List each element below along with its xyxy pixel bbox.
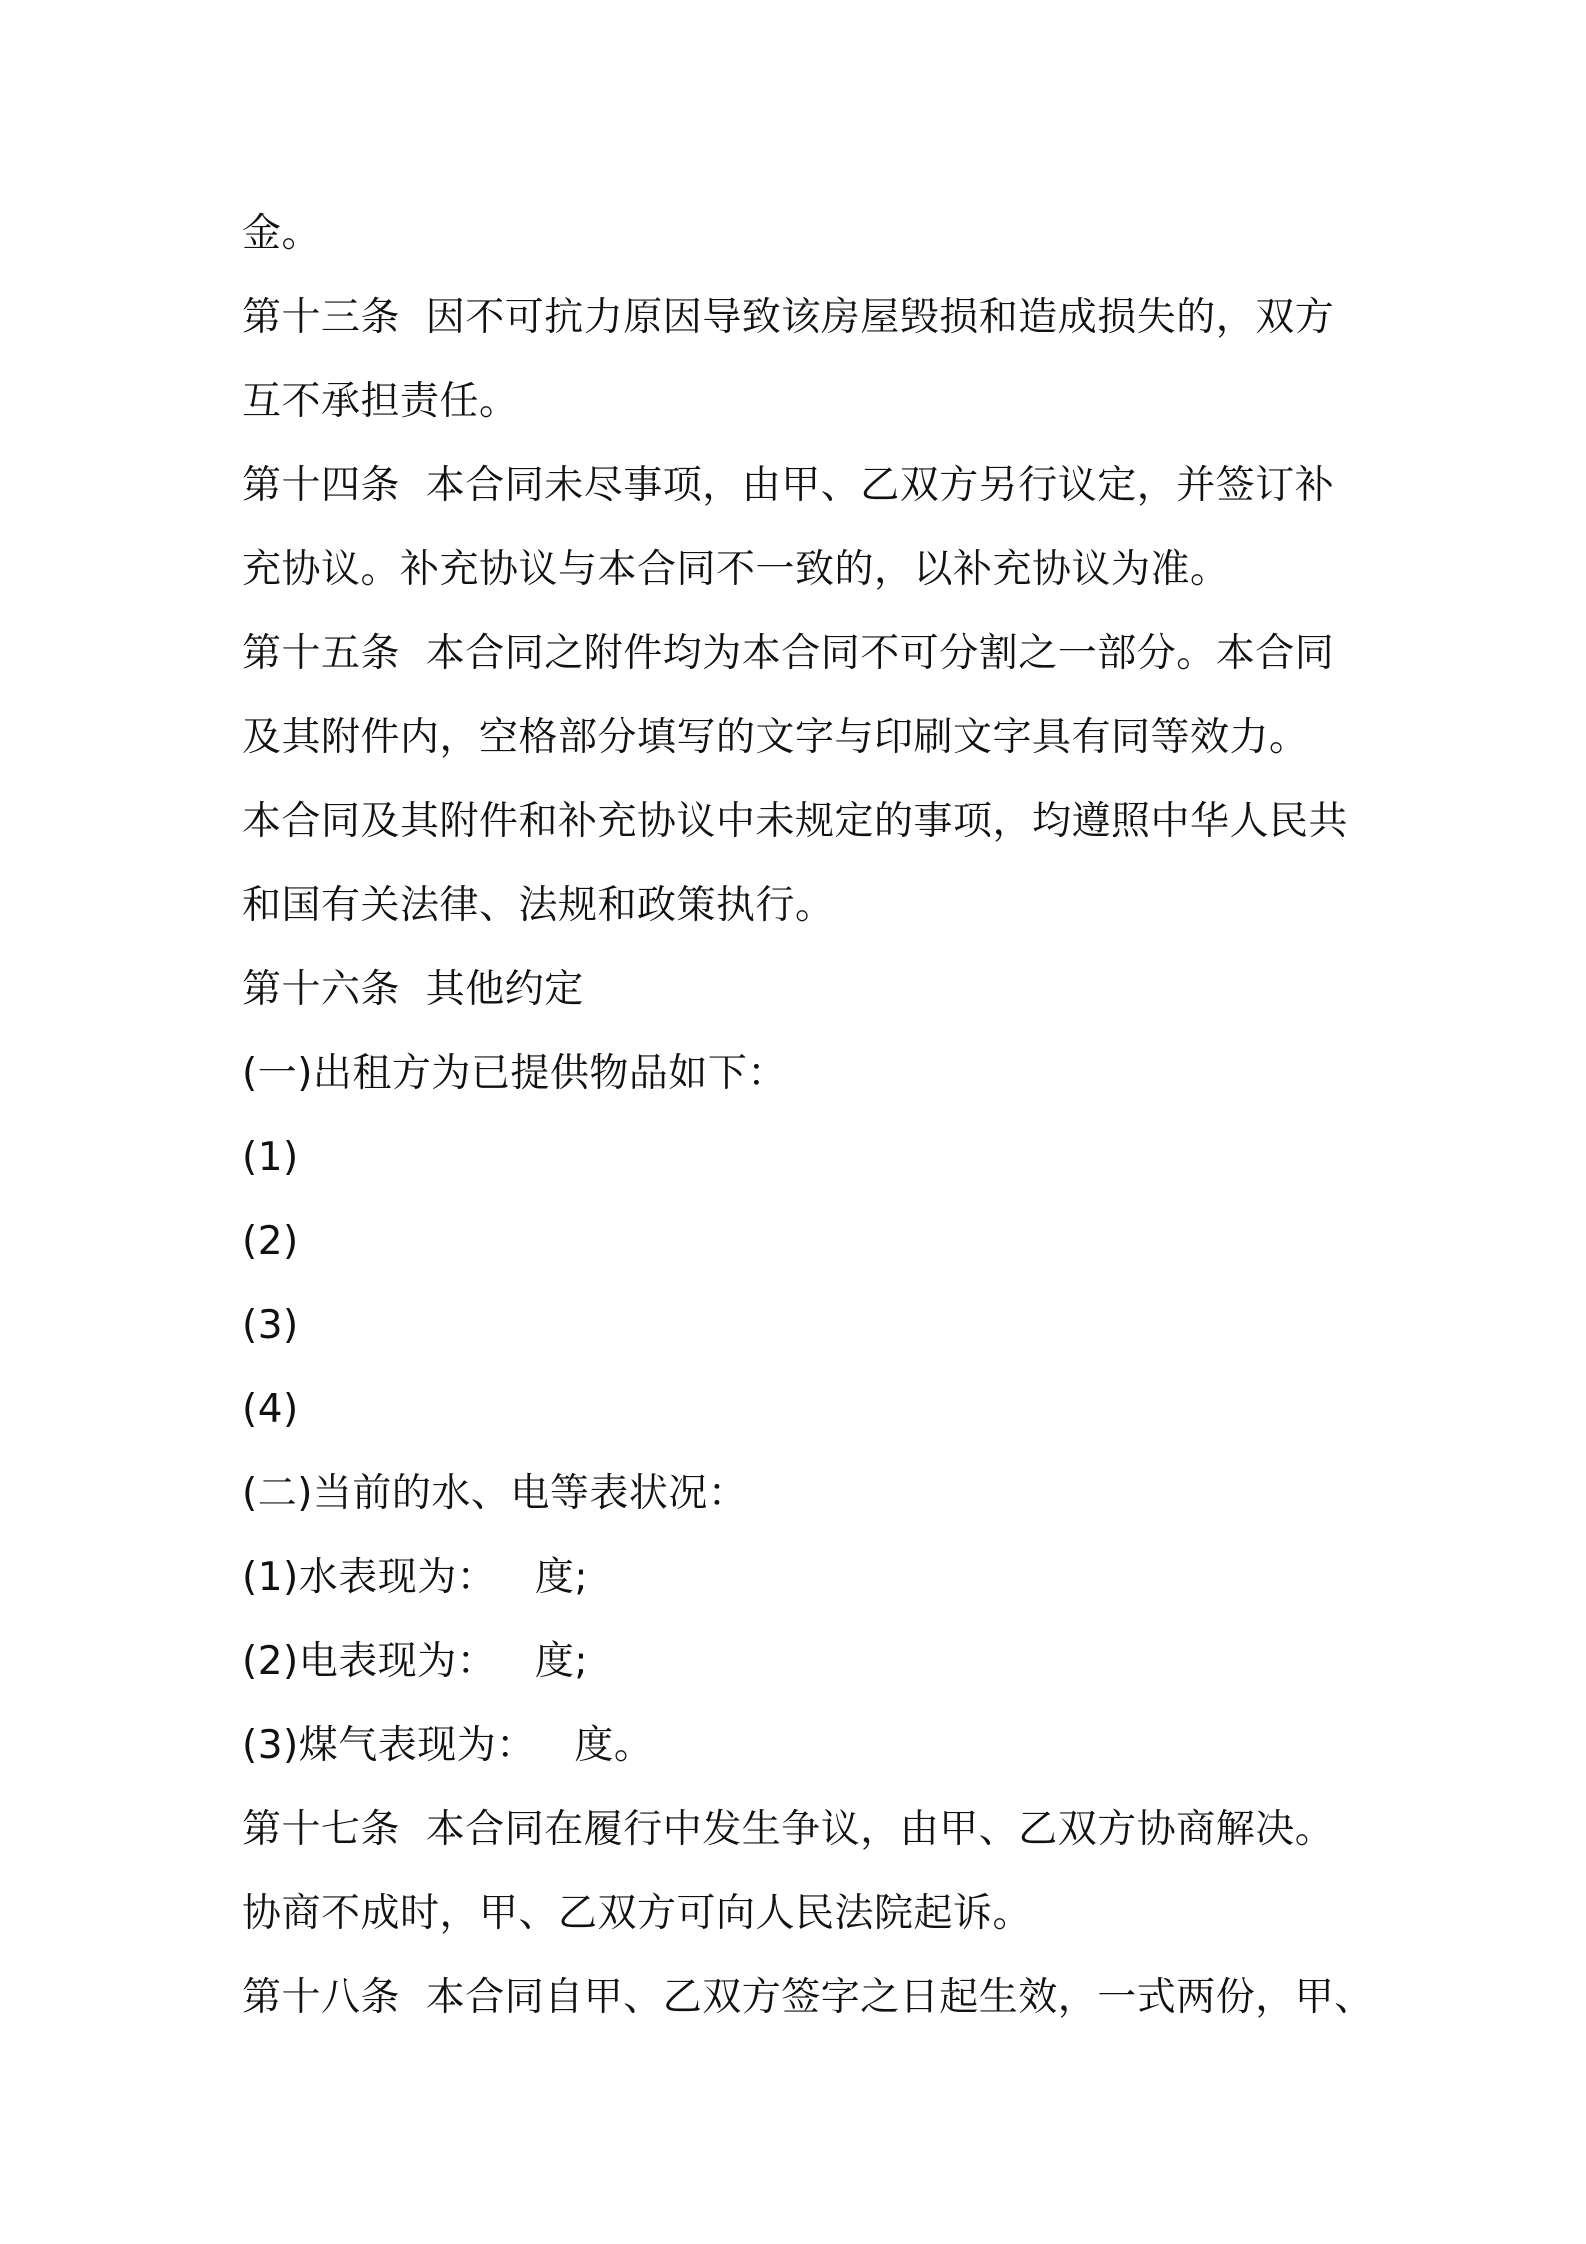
article-15-line-1: 第十五条 本合同之附件均为本合同不可分割之一部分。本合同 <box>242 631 1335 676</box>
article-15-line-2: 及其附件内，空格部分填写的文字与印刷文字具有同等效力。 <box>242 715 1309 760</box>
provided-item-1: (1) <box>242 1135 299 1180</box>
article-13-line-1: 第十三条 因不可抗力原因导致该房屋毁损和造成损失的，双方 <box>242 295 1335 340</box>
article-13-line-2: 互不承担责任。 <box>242 379 519 424</box>
provided-item-2: (2) <box>242 1219 299 1264</box>
gas-meter-line: (3)煤气表现为： 度。 <box>242 1723 654 1768</box>
article-14-line-1: 第十四条 本合同未尽事项，由甲、乙双方另行议定，并签订补 <box>242 463 1335 508</box>
contract-text <box>242 192 1374 2040</box>
article-17-line-1: 第十七条 本合同在履行中发生争议，由甲、乙双方协商解决。 <box>242 1807 1335 1852</box>
article-17-line-2: 协商不成时，甲、乙双方可向人民法院起诉。 <box>242 1891 1033 1936</box>
provided-items-heading: (一)出租方为已提供物品如下： <box>242 1051 787 1096</box>
article-14-line-2: 充协议。补充协议与本合同不一致的，以补充协议为准。 <box>242 547 1230 592</box>
electric-meter-line: (2)电表现为： 度; <box>242 1639 589 1684</box>
provided-item-3: (3) <box>242 1303 299 1348</box>
provided-item-4: (4) <box>242 1387 299 1432</box>
article-16-heading: 第十六条 其他约定 <box>242 967 584 1012</box>
article-15-line-4: 和国有关法律、法规和政策执行。 <box>242 883 835 928</box>
article-15-line-3: 本合同及其附件和补充协议中未规定的事项，均遵照中华人民共 <box>242 799 1349 844</box>
article-18-line-1: 第十八条 本合同自甲、乙双方签字之日起生效，一式两份，甲、 <box>242 1975 1374 2020</box>
water-meter-line: (1)水表现为： 度; <box>242 1555 589 1600</box>
meter-status-heading: (二)当前的水、电等表状况： <box>242 1471 748 1516</box>
text-line-continuation: 金。 <box>242 211 322 256</box>
